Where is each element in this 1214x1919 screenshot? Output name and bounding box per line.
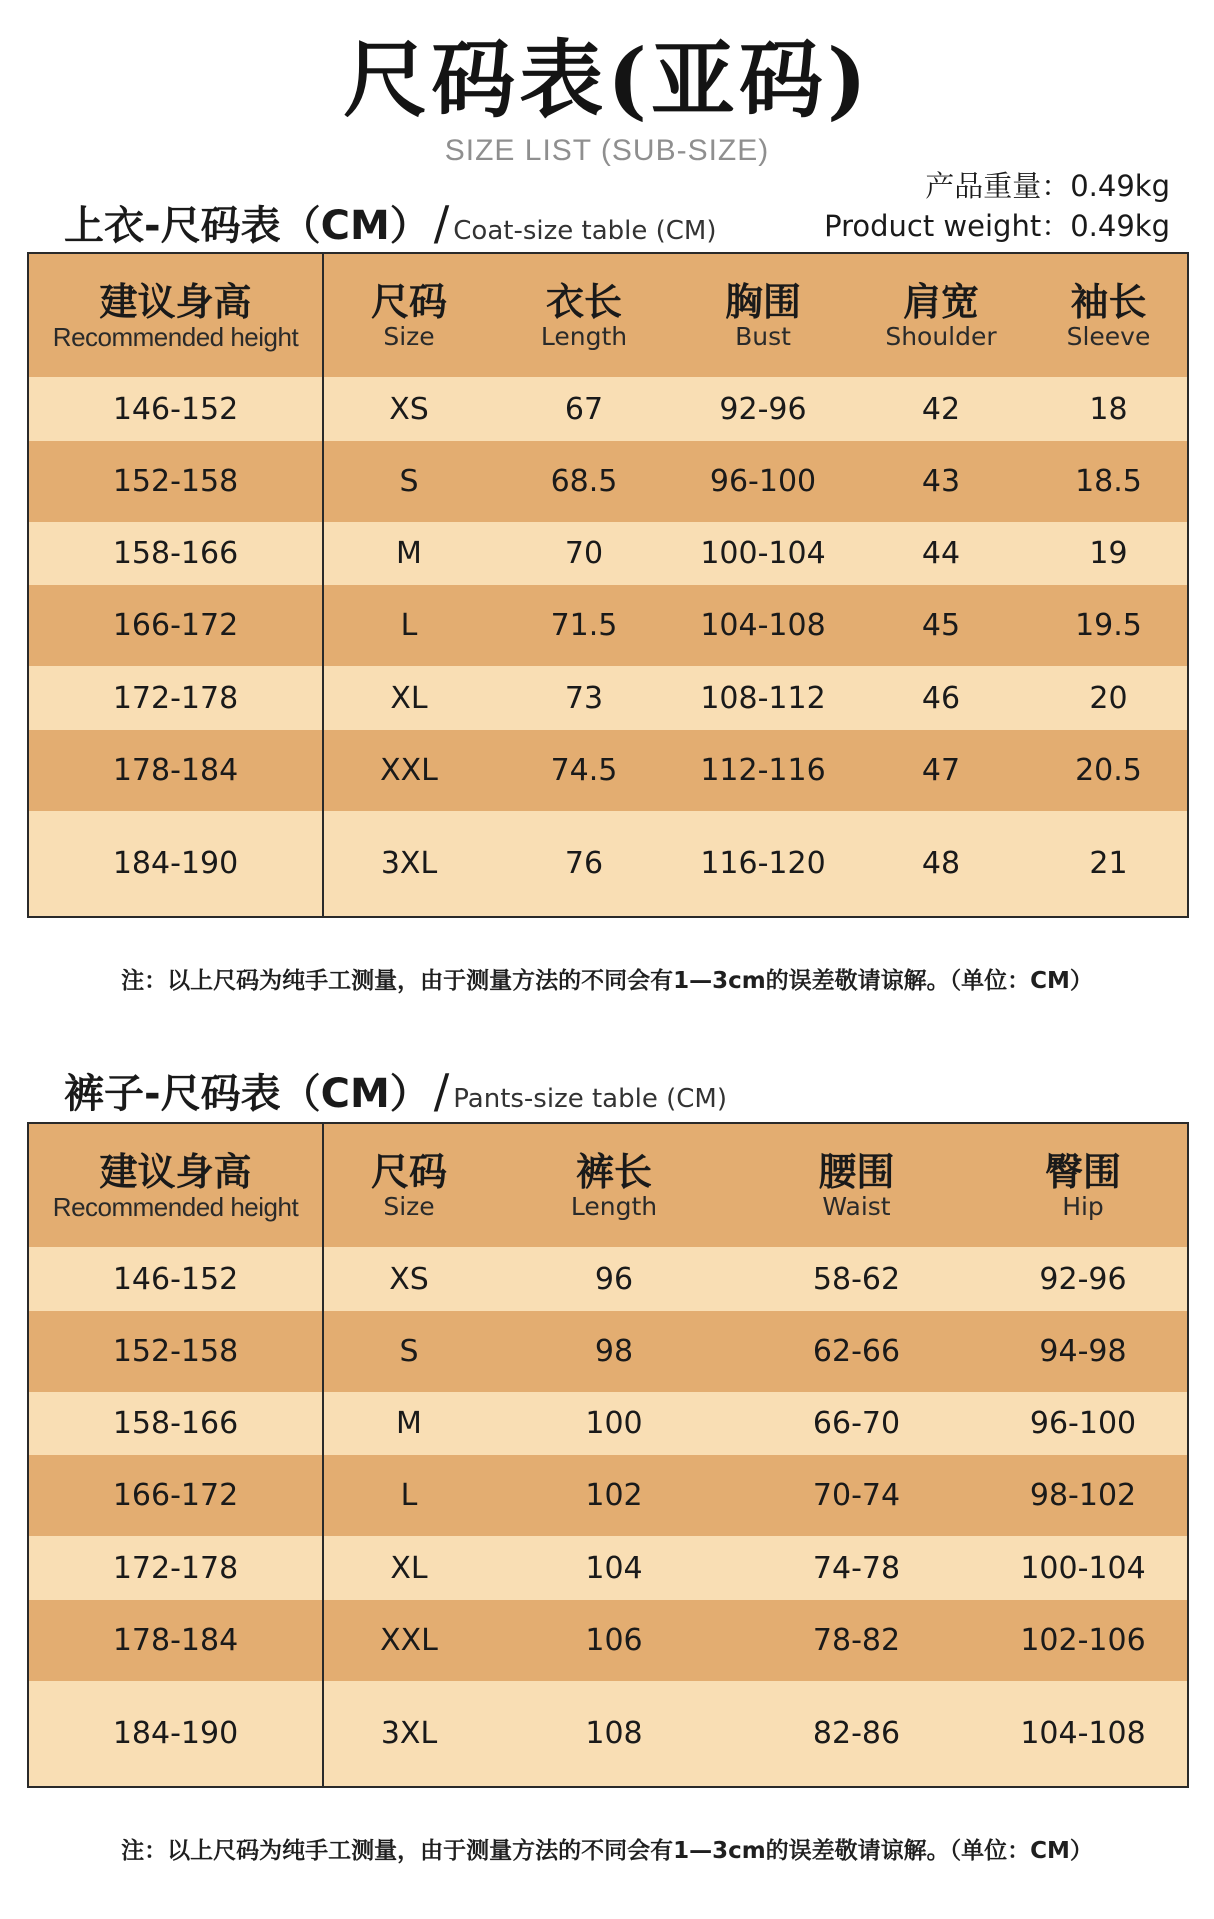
coat-cell-shoulder: 46	[921, 680, 961, 716]
pants-cell-hip: 96-100	[1029, 1406, 1137, 1441]
pants-table-header	[29, 1124, 1187, 1247]
pants-header-length	[494, 1124, 734, 1247]
coat-cell-length: 70	[564, 536, 604, 571]
coat-cell-height: 152-158	[112, 464, 239, 499]
coat-header-sleeve	[1030, 254, 1187, 377]
header-label-en: Sleeve	[1066, 321, 1151, 351]
coat-table-row	[29, 441, 1187, 522]
pants-heading-cn: 裤子-尺码表（CM）	[64, 1071, 430, 1117]
pants-cell-waist: 66-70	[812, 1406, 901, 1441]
pants-table-row	[29, 1311, 1187, 1392]
pants-header-waist	[734, 1124, 979, 1247]
product-weight-cn: 产品重量：0.49kg	[925, 169, 1170, 203]
coat-cell-length: 73	[564, 680, 604, 716]
pants-table-row	[29, 1600, 1187, 1681]
coat-cell-size: XXL	[380, 753, 438, 788]
coat-size-table	[27, 252, 1189, 918]
coat-cell-length: 74.5	[550, 753, 618, 788]
coat-cell-length: 71.5	[550, 608, 618, 643]
pants-cell-size: L	[400, 1478, 418, 1513]
pants-cell-hip: 98-102	[1029, 1478, 1137, 1513]
header-label-en: Length	[570, 1191, 658, 1221]
coat-cell-sleeve: 20	[1089, 680, 1128, 716]
pants-cell-size: XXL	[380, 1623, 438, 1658]
header-label-en: Recommended height	[52, 321, 299, 352]
pants-cell-size: XS	[389, 1261, 429, 1297]
coat-header-shoulder	[852, 254, 1030, 377]
coat-cell-height: 158-166	[112, 536, 239, 571]
header-label-en: Size	[383, 321, 435, 351]
coat-cell-size: 3XL	[380, 846, 438, 881]
coat-cell-height: 146-152	[112, 391, 239, 427]
coat-cell-bust: 112-116	[700, 753, 826, 788]
page-title: 尺码表(亚码)	[343, 30, 871, 129]
pants-table-row	[29, 1681, 1187, 1786]
pants-cell-height: 172-178	[112, 1550, 239, 1586]
pants-cell-waist: 62-66	[812, 1334, 901, 1369]
pants-cell-waist: 82-86	[812, 1716, 901, 1751]
coat-cell-shoulder: 48	[921, 846, 961, 881]
product-weight-en: Product weight：0.49kg	[824, 209, 1170, 243]
coat-header-bust	[674, 254, 852, 377]
header-label-en: Recommended height	[52, 1191, 299, 1222]
pants-heading-en: Pants-size table (CM)	[453, 1084, 727, 1114]
pants-header-hip	[979, 1124, 1187, 1247]
coat-header-height	[29, 254, 322, 377]
coat-cell-sleeve: 19	[1089, 536, 1128, 571]
pants-cell-hip: 94-98	[1039, 1334, 1127, 1369]
coat-cell-size: L	[400, 608, 418, 643]
pants-cell-waist: 74-78	[812, 1550, 901, 1586]
coat-cell-bust: 116-120	[700, 846, 826, 881]
coat-cell-shoulder: 45	[921, 608, 961, 643]
pants-cell-length: 104	[585, 1550, 643, 1586]
header-label-cn: 腰围	[818, 1149, 895, 1194]
pants-cell-size: M	[396, 1406, 422, 1441]
coat-cell-shoulder: 47	[921, 753, 961, 788]
coat-header-length	[494, 254, 674, 377]
coat-cell-shoulder: 43	[921, 464, 961, 499]
pants-cell-height: 178-184	[112, 1623, 239, 1658]
pants-cell-length: 108	[585, 1716, 643, 1751]
pants-heading-slash: /	[433, 1064, 450, 1118]
pants-table-row	[29, 1392, 1187, 1455]
header-label-en: Length	[540, 321, 628, 351]
coat-cell-shoulder: 42	[921, 391, 961, 427]
coat-table-row	[29, 730, 1187, 811]
header-label-en: Bust	[735, 321, 791, 351]
coat-table-row	[29, 377, 1187, 441]
pants-cell-size: XL	[390, 1550, 428, 1586]
pants-cell-waist: 78-82	[812, 1623, 901, 1658]
coat-table-row	[29, 585, 1187, 666]
pants-cell-height: 158-166	[112, 1406, 239, 1441]
coat-cell-sleeve: 19.5	[1075, 608, 1142, 643]
coat-cell-sleeve: 18.5	[1075, 464, 1142, 499]
pants-size-table	[27, 1122, 1189, 1788]
pants-cell-length: 98	[594, 1334, 634, 1369]
pants-cell-waist: 58-62	[812, 1261, 901, 1297]
header-label-cn: 胸围	[724, 279, 801, 324]
pants-cell-hip: 92-96	[1039, 1261, 1127, 1297]
coat-heading-en: Coat-size table (CM)	[453, 216, 717, 246]
coat-table-heading	[64, 198, 717, 259]
header-label-en: Shoulder	[885, 321, 997, 351]
coat-cell-bust: 104-108	[700, 608, 826, 643]
header-label-cn: 裤长	[575, 1149, 652, 1194]
coat-table-row	[29, 522, 1187, 585]
coat-cell-sleeve: 20.5	[1075, 753, 1142, 788]
coat-cell-bust: 100-104	[700, 536, 826, 571]
coat-cell-bust: 96-100	[709, 464, 817, 499]
pants-cell-size: S	[399, 1334, 419, 1369]
coat-cell-size: S	[399, 464, 419, 499]
pants-cell-hip: 104-108	[1020, 1716, 1146, 1751]
pants-cell-size: 3XL	[380, 1716, 438, 1751]
coat-table-row	[29, 811, 1187, 916]
coat-cell-height: 172-178	[112, 680, 239, 716]
pants-cell-hip: 100-104	[1020, 1550, 1146, 1586]
header-label-en: Size	[383, 1191, 435, 1221]
pants-cell-length: 102	[585, 1478, 643, 1513]
coat-header-size	[324, 254, 494, 377]
coat-heading-slash: /	[433, 196, 450, 250]
pants-cell-height: 166-172	[112, 1478, 239, 1513]
pants-table-heading	[64, 1066, 727, 1127]
header-label-cn: 尺码	[370, 1149, 447, 1194]
coat-cell-shoulder: 44	[921, 536, 961, 571]
header-label-cn: 袖长	[1070, 279, 1147, 324]
header-label-cn: 尺码	[370, 279, 447, 324]
pants-table-row	[29, 1455, 1187, 1536]
coat-cell-length: 76	[564, 846, 604, 881]
pants-cell-length: 100	[585, 1406, 643, 1441]
coat-cell-size: XL	[390, 680, 428, 716]
pants-cell-length: 106	[585, 1623, 643, 1658]
pants-cell-height: 146-152	[112, 1261, 239, 1297]
pants-header-height	[29, 1124, 322, 1247]
coat-cell-bust: 108-112	[700, 680, 826, 716]
coat-cell-length: 68.5	[550, 464, 618, 499]
coat-cell-sleeve: 18	[1089, 391, 1128, 427]
coat-cell-height: 184-190	[112, 846, 239, 881]
pants-cell-waist: 70-74	[812, 1478, 901, 1513]
coat-cell-sleeve: 21	[1089, 846, 1128, 881]
coat-heading-cn: 上衣-尺码表（CM）	[64, 203, 430, 249]
header-label-en: Hip	[1062, 1191, 1104, 1221]
coat-table-row	[29, 666, 1187, 730]
pants-column-divider	[322, 1124, 324, 1786]
pants-cell-hip: 102-106	[1020, 1623, 1146, 1658]
header-label-cn: 建议身高	[99, 279, 252, 324]
page-subtitle: SIZE LIST (SUB-SIZE)	[444, 134, 770, 167]
coat-cell-height: 178-184	[112, 753, 239, 788]
pants-table-row	[29, 1536, 1187, 1600]
coat-cell-height: 166-172	[112, 608, 239, 643]
coat-column-divider	[322, 254, 324, 916]
header-label-cn: 肩宽	[902, 279, 979, 324]
pants-cell-height: 184-190	[112, 1716, 239, 1751]
pants-header-size	[324, 1124, 494, 1247]
coat-cell-size: M	[396, 536, 422, 571]
header-label-cn: 建议身高	[99, 1149, 252, 1194]
coat-cell-size: XS	[389, 391, 429, 427]
header-label-cn: 臀围	[1044, 1149, 1121, 1194]
coat-measurement-note: 注：以上尺码为纯手工测量，由于测量方法的不同会有1—3cm的误差敬请谅解。（单位：CM）	[121, 968, 1093, 994]
coat-cell-length: 67	[564, 391, 604, 427]
pants-cell-length: 96	[594, 1261, 634, 1297]
pants-cell-height: 152-158	[112, 1334, 239, 1369]
pants-measurement-note: 注：以上尺码为纯手工测量，由于测量方法的不同会有1—3cm的误差敬请谅解。（单位：CM）	[121, 1838, 1093, 1864]
coat-cell-bust: 92-96	[719, 391, 807, 427]
header-label-en: Waist	[822, 1191, 891, 1221]
coat-table-header	[29, 254, 1187, 377]
header-label-cn: 衣长	[545, 279, 622, 324]
pants-table-row	[29, 1247, 1187, 1311]
